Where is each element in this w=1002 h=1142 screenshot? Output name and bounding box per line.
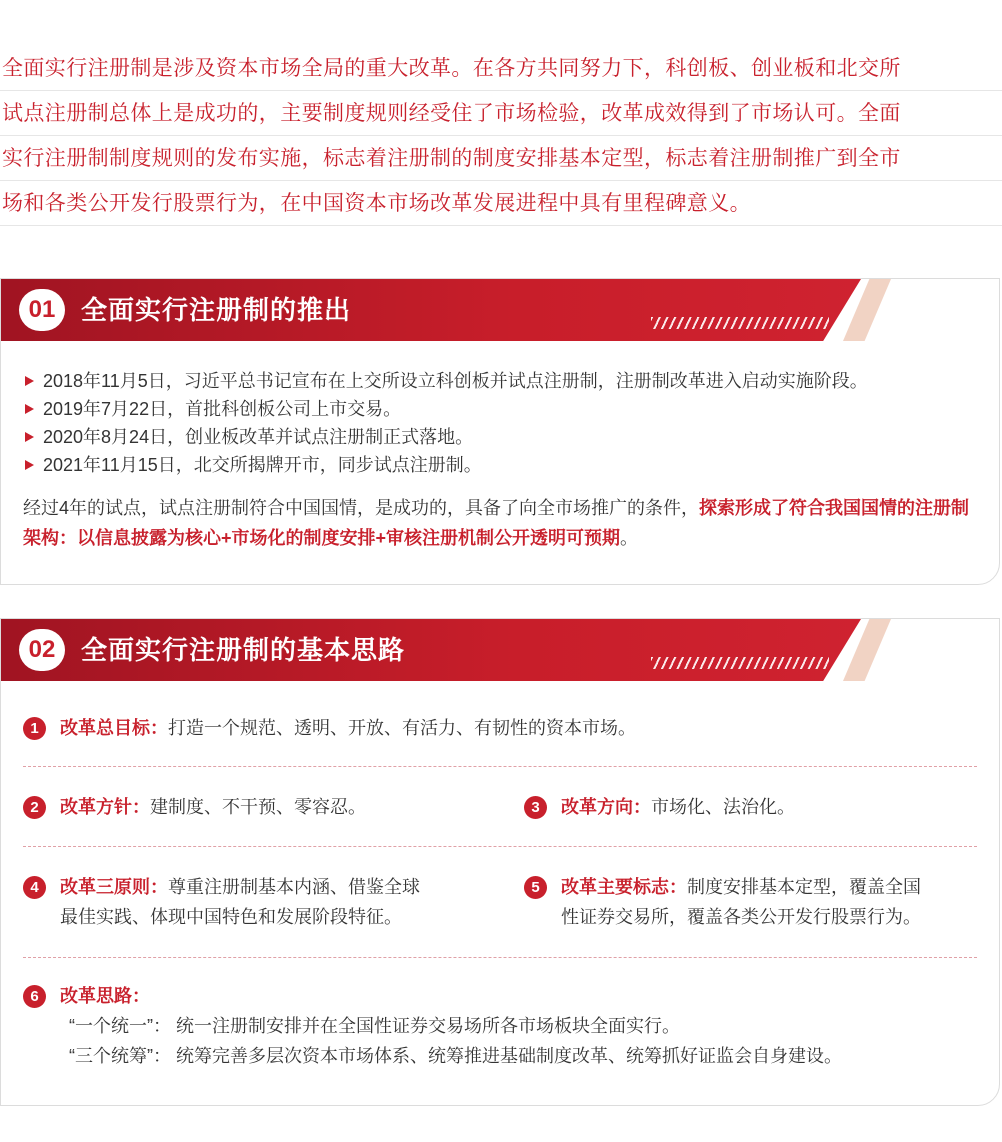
intro-line: 场和各类公开发行股票行为，在中国资本市场改革发展进程中具有里程碑意义。 — [0, 181, 1002, 226]
summary-paragraph — [23, 493, 977, 553]
principle-content: 打造一个规范、透明、开放、有活力、有韧性的资本市场。 — [168, 718, 636, 738]
hatch-decoration — [651, 657, 829, 669]
section-title: 全面实行注册制的推出 — [81, 295, 352, 325]
principle-text — [524, 792, 795, 822]
intro-line: 全面实行注册制是涉及资本市场全局的重大改革。在各方共同努力下，科创板、创业板和北交所 — [0, 46, 1002, 91]
principle-content: 建制度、不干预、零容忍。 — [150, 797, 366, 817]
hatch-decoration — [651, 317, 829, 329]
principle-row — [23, 847, 977, 958]
section-number: 01 — [28, 296, 56, 323]
triangle-bullet-icon — [25, 460, 34, 470]
principle-content: 制度安排基本定型，覆盖全国 — [687, 877, 921, 897]
principle-text — [23, 872, 493, 902]
intro-paragraph — [0, 46, 1002, 226]
triangle-bullet-icon — [25, 432, 34, 442]
section-2-header — [1, 619, 999, 681]
intro-line: 试点注册制总体上是成功的，主要制度规则经受住了市场检验，改革成效得到了市场认可。全面 — [0, 91, 1002, 136]
principle-label: 改革方针： — [60, 797, 150, 817]
principle-content-line2: 性证券交易所，覆盖各类公开发行股票行为。 — [561, 907, 921, 927]
bullet-text: 2020年8月24日，创业板改革并试点注册制正式落地。 — [43, 427, 474, 447]
principle-label: 改革思路： — [60, 986, 150, 1006]
principle-label: 改革总目标： — [60, 718, 168, 738]
timeline-bullet — [23, 367, 977, 395]
section-2-card — [0, 618, 1000, 1106]
number-badge: 6 — [23, 985, 46, 1008]
principle-item — [524, 792, 795, 822]
timeline-bullet — [23, 451, 977, 479]
section-number-badge — [19, 629, 65, 671]
principle-text — [524, 872, 994, 902]
principle-row — [23, 681, 977, 767]
timeline-bullet — [23, 395, 977, 423]
intro-line: 实行注册制制度规则的发布实施，标志着注册制的制度安排基本定型，标志着注册制推广到全市 — [0, 136, 1002, 181]
principle-label: 改革三原则： — [60, 877, 168, 897]
principle-row — [23, 767, 977, 847]
reform-idea-line: “三个统筹”： 统筹完善多层次资本市场体系、统筹推进基础制度改革、统筹抓好证监会自身建设。 — [69, 1046, 842, 1066]
triangle-bullet-icon — [25, 376, 34, 386]
bullet-text: 2021年11月15日，北交所揭牌开市，同步试点注册制。 — [43, 455, 482, 475]
principle-content-line2: 最佳实践、体现中国特色和发展阶段特征。 — [60, 907, 402, 927]
principle-item — [23, 872, 493, 932]
principle-text — [23, 713, 636, 743]
section-1-header — [1, 279, 999, 341]
section-1-body — [1, 341, 999, 553]
principle-label: 改革方向： — [561, 797, 651, 817]
triangle-bullet-icon — [25, 404, 34, 414]
principle-item — [524, 872, 994, 932]
principle-item — [23, 981, 983, 1071]
summary-text: 经过4年的试点，试点注册制符合中国国情，是成功的，具备了向全市场推广的条件， — [23, 498, 700, 518]
number-badge: 5 — [524, 876, 547, 899]
bullet-text: 2018年11月5日，习近平总书记宣布在上交所设立科创板并试点注册制，注册制改革进入启动实施阶段。 — [43, 371, 868, 391]
principle-label: 改革主要标志： — [561, 877, 687, 897]
number-badge: 2 — [23, 796, 46, 819]
principle-content: 市场化、法治化。 — [651, 797, 795, 817]
principle-content: 尊重注册制基本内涵、借鉴全球 — [168, 877, 420, 897]
summary-highlight: 探索形成了符合我国国情的注册制架构：以信息披露为核心+市场化的制度安排+审核注册机制公开透明可预期 — [23, 498, 970, 548]
section-1-card — [0, 278, 1000, 585]
number-badge: 1 — [23, 717, 46, 740]
section-title: 全面实行注册制的基本思路 — [81, 635, 406, 665]
principle-text — [23, 981, 983, 1011]
principle-item — [23, 792, 366, 822]
principle-text — [23, 792, 366, 822]
principle-row — [23, 958, 977, 1098]
summary-end: 。 — [620, 528, 639, 548]
bullet-text: 2019年7月22日，首批科创板公司上市交易。 — [43, 399, 402, 419]
section-number-badge — [19, 289, 65, 331]
number-badge: 3 — [524, 796, 547, 819]
reform-idea-line: “一个统一”： 统一注册制安排并在全国性证券交易场所各市场板块全面实行。 — [69, 1016, 680, 1036]
section-number: 02 — [28, 636, 56, 663]
principle-item — [23, 713, 636, 743]
timeline-bullet — [23, 423, 977, 451]
number-badge: 4 — [23, 876, 46, 899]
